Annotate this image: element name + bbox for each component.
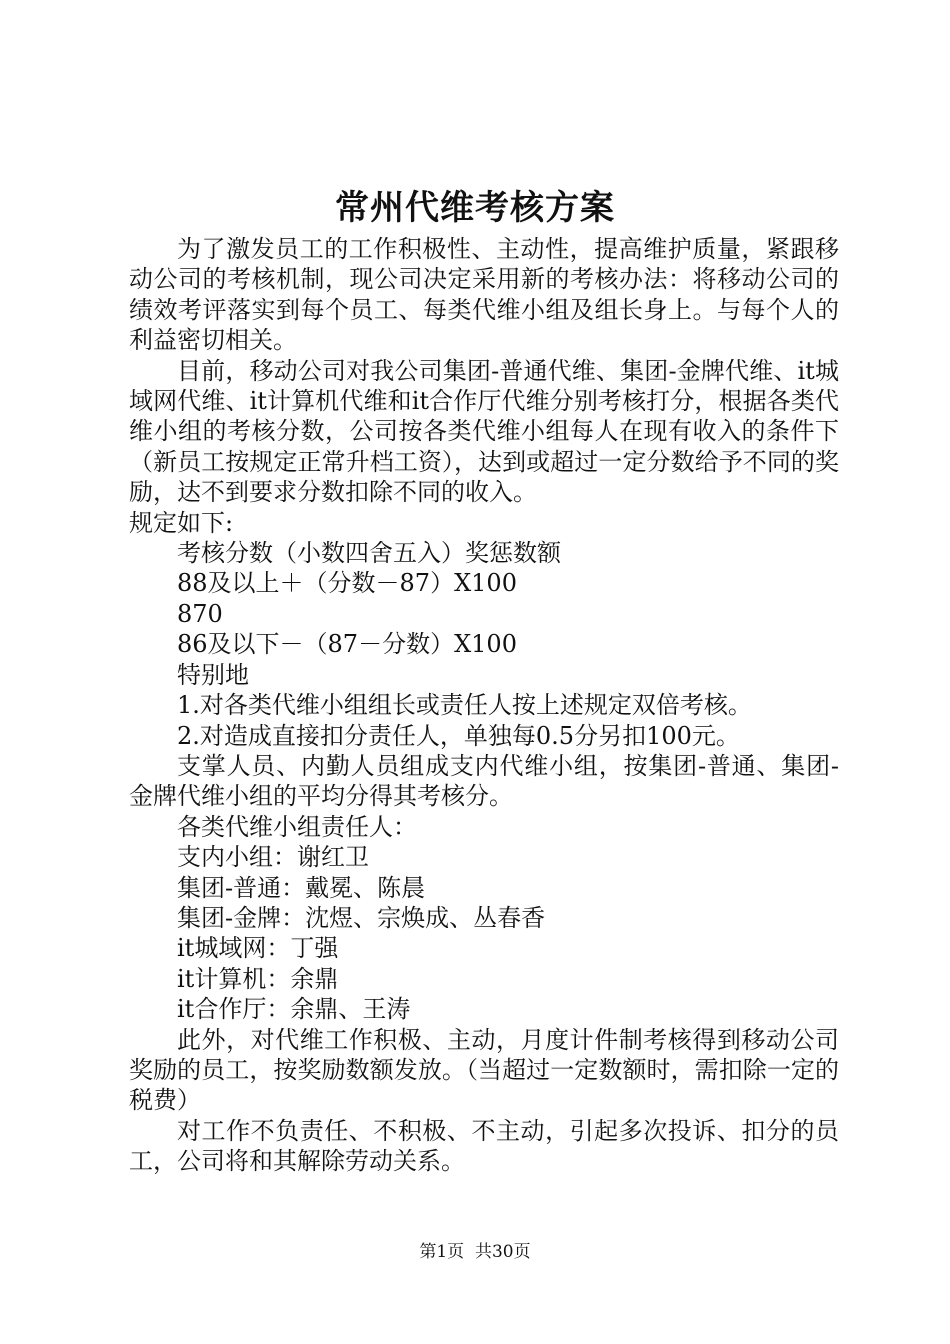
paragraph-support-staff: 支掌人员、内勤人员组成支内代维小组，按集团-普通、集团-金牌代维小组的平均分得其考核分。 — [129, 751, 839, 811]
special-item: 1.对各类代维小组组长或责任人按上述规定双倍考核。 — [177, 691, 752, 720]
paragraph-dismissal: 对工作不负责任、不积极、不主动，引起多次投诉、扣分的员工，公司将和其解除劳动关系。 — [129, 1116, 839, 1176]
special-item: 2.对造成直接扣分责任人，单独每0.5分另扣100元。 — [177, 721, 740, 750]
responsible-item: it城域网：丁强 — [177, 934, 339, 963]
page-footer — [0, 1240, 950, 1264]
score-table-row: 86及以下－（87－分数）X100 — [177, 630, 517, 659]
document-title: 常州代维考核方案 — [335, 188, 615, 228]
responsible-intro: 各类代维小组责任人： — [177, 812, 417, 841]
responsible-item: it合作厅：余鼎、王涛 — [177, 995, 411, 1024]
responsible-item: it计算机：余鼎 — [177, 964, 339, 993]
paragraph-intro: 为了激发员工的工作积极性、主动性，提高维护质量，紧跟移动公司的考核机制，现公司决定采用新的考核办法：将移动公司的绩效考评落实到每个员工、每类代维小组及组长身上。与每个人的利益密切相关。 — [129, 235, 839, 355]
rules-intro: 规定如下: — [129, 508, 234, 537]
responsible-item: 集团-普通：戴冕、陈晨 — [177, 873, 426, 902]
responsible-item: 支内小组：谢红卫 — [177, 843, 369, 872]
responsible-item: 集团-金牌：沈煜、宗焕成、丛春香 — [177, 903, 546, 932]
special-label: 特别地 — [177, 660, 249, 689]
paragraph-current-status: 目前，移动公司对我公司集团-普通代维、集团-金牌代维、it城域网代维、it计算机代维和it合作厅代维分别考核打分，根据各类代维小组的考核分数，公司按各类代维小组每人在现有收入的条件下（新员工按规定正常升档工资），达到或超过一定分数给予不同的奖励，达不到要求分数扣除不同的收入。 — [129, 356, 839, 507]
score-table-row: 88及以上＋（分数－87）X100 — [177, 569, 517, 598]
score-table-row: 870 — [177, 599, 223, 628]
paragraph-rewards: 此外，对代维工作积极、主动，月度计件制考核得到移动公司奖励的员工，按奖励数额发放。（当超过一定数额时，需扣除一定的税费） — [129, 1025, 839, 1115]
score-table-header: 考核分数（小数四舍五入）奖惩数额 — [177, 539, 561, 568]
document-body — [129, 234, 839, 1177]
page-number: 第1页 共30页 — [419, 1242, 531, 1262]
